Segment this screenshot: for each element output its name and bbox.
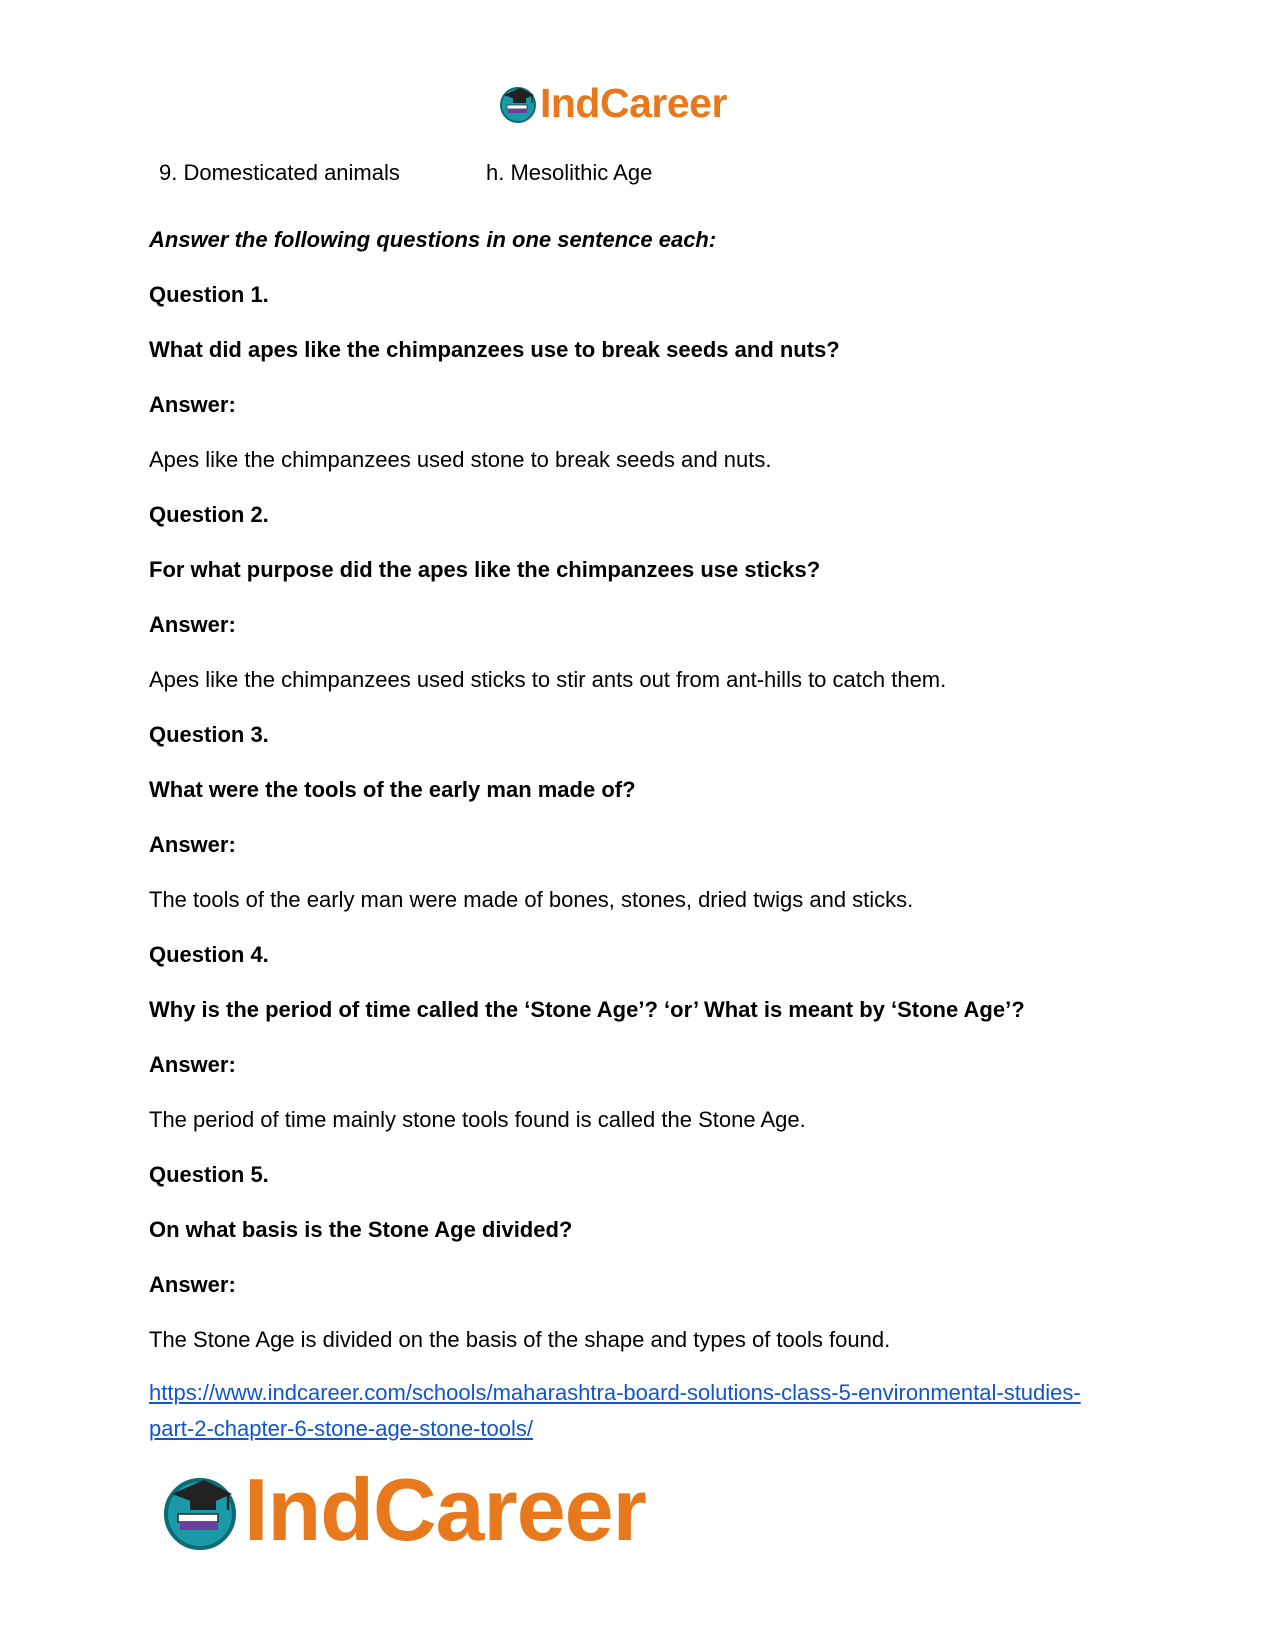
answer-label: Answer:	[149, 612, 236, 637]
source-link[interactable]	[149, 1375, 1149, 1447]
graduation-cap-book-globe-icon	[160, 1470, 240, 1550]
question-text: For what purpose did the apes like the chimpanzees use sticks?	[149, 557, 821, 582]
question-label: Question 2.	[149, 502, 269, 527]
header-logo-text: IndCareer	[540, 79, 727, 126]
graduation-cap-book-globe-icon	[498, 83, 538, 123]
question-text: Why is the period of time called the ‘Stone Age’? ‘or’ What is meant by ‘Stone Age’?	[149, 997, 1025, 1022]
header-logo	[498, 80, 727, 126]
question-text: What did apes like the chimpanzees use to break seeds and nuts?	[149, 337, 840, 362]
answer-label: Answer:	[149, 392, 236, 417]
answer-text: The period of time mainly stone tools found is called the Stone Age.	[149, 1107, 806, 1132]
answer-label: Answer:	[149, 832, 236, 857]
question-label: Question 5.	[149, 1162, 269, 1187]
answer-label: Answer:	[149, 1272, 236, 1297]
answer-label: Answer:	[149, 1052, 236, 1077]
question-label: Question 1.	[149, 282, 269, 307]
instructions-heading: Answer the following questions in one sentence each:	[149, 227, 717, 252]
question-text: What were the tools of the early man made of?	[149, 777, 636, 802]
footer-logo-text: IndCareer	[244, 1460, 646, 1559]
answer-text: The tools of the early man were made of bones, stones, dried twigs and sticks.	[149, 887, 914, 912]
match-right-item: h. Mesolithic Age	[486, 160, 653, 185]
qa-section	[149, 225, 1129, 1380]
question-text: On what basis is the Stone Age divided?	[149, 1217, 573, 1242]
answer-text: Apes like the chimpanzees used stone to break seeds and nuts.	[149, 447, 772, 472]
footer-logo	[160, 1460, 646, 1559]
source-link-line-1[interactable]: https://www.indcareer.com/schools/maharashtra-board-solutions-class-5-environmental-studies-	[149, 1380, 1081, 1405]
match-left-item: 9. Domesticated animals	[159, 160, 400, 185]
source-link-line-2[interactable]: part-2-chapter-6-stone-age-stone-tools/	[149, 1416, 533, 1441]
question-label: Question 3.	[149, 722, 269, 747]
answer-text: Apes like the chimpanzees used sticks to stir ants out from ant-hills to catch them.	[149, 667, 947, 692]
question-label: Question 4.	[149, 942, 269, 967]
answer-text: The Stone Age is divided on the basis of the shape and types of tools found.	[149, 1327, 891, 1352]
